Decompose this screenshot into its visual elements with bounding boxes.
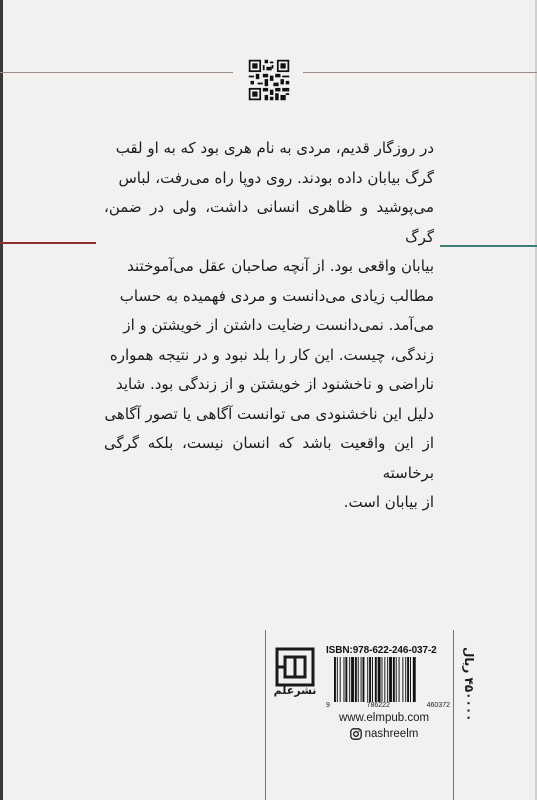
accent-line-teal <box>440 245 537 247</box>
publisher-logo-text: نشرعلم <box>273 684 317 697</box>
barcode-digit-group: 9 <box>326 702 330 709</box>
blurb-line: مطالب زیادی می‌دانست و مردی فهمیده به حساب <box>119 286 434 305</box>
blurb-line: دلیل این ناخشنودی می توانست آگاهی یا تصور آگاهی <box>104 404 434 423</box>
blurb-line: ناراضی و ناخشنود از خویشتن و از زندگی بود. شاید <box>116 375 434 393</box>
back-cover-blurb <box>104 134 434 518</box>
isbn-label: ISBN:978-622-246-037-2 <box>326 645 437 656</box>
blurb-line: بیابان واقعی بود. از آنچه صاحبان عقل می‌آموختند <box>127 257 434 275</box>
barcode-digit-group: 460372 <box>426 702 450 709</box>
blurb-line: زندگی، چیست. این کار را بلد نبود و در نتیجه همواره <box>109 345 434 364</box>
footer-divider-left <box>265 630 266 800</box>
barcode-digit-group: 786222 <box>366 702 390 709</box>
barcode-digits <box>326 702 450 709</box>
instagram-icon <box>350 728 362 740</box>
blurb-line: می‌پوشید و ظاهری انسانی داشت، ولی در ضمن، گرگ <box>104 198 434 246</box>
top-divider-right <box>303 72 537 73</box>
instagram-handle-text: nashreelm <box>364 728 419 740</box>
price-label: ۴۵۰۰۰۰ ریال <box>462 646 476 721</box>
blurb-line: از بیابان است. <box>343 493 434 511</box>
top-divider-left <box>0 72 233 73</box>
spine-edge <box>0 0 3 800</box>
barcode <box>333 657 443 702</box>
qr-code-icon <box>247 58 291 102</box>
publisher-website[interactable]: www.elmpub.com <box>338 712 430 724</box>
blurb-line: از این واقعیت باشد که انسان نیست، بلکه گرگی برخاسته <box>104 434 434 482</box>
blurb-line: گرگ بیابان داده بودند. روی دوپا راه می‌رفت، لباس <box>118 168 434 187</box>
instagram-handle[interactable] <box>324 728 444 740</box>
accent-line-red <box>0 242 96 244</box>
blurb-line: در روزگار قدیم، مردی به نام هری بود که به او لقب <box>115 139 434 157</box>
blurb-line: می‌آمد. نمی‌دانست رضایت داشتن از خویشتن و از <box>123 316 434 334</box>
